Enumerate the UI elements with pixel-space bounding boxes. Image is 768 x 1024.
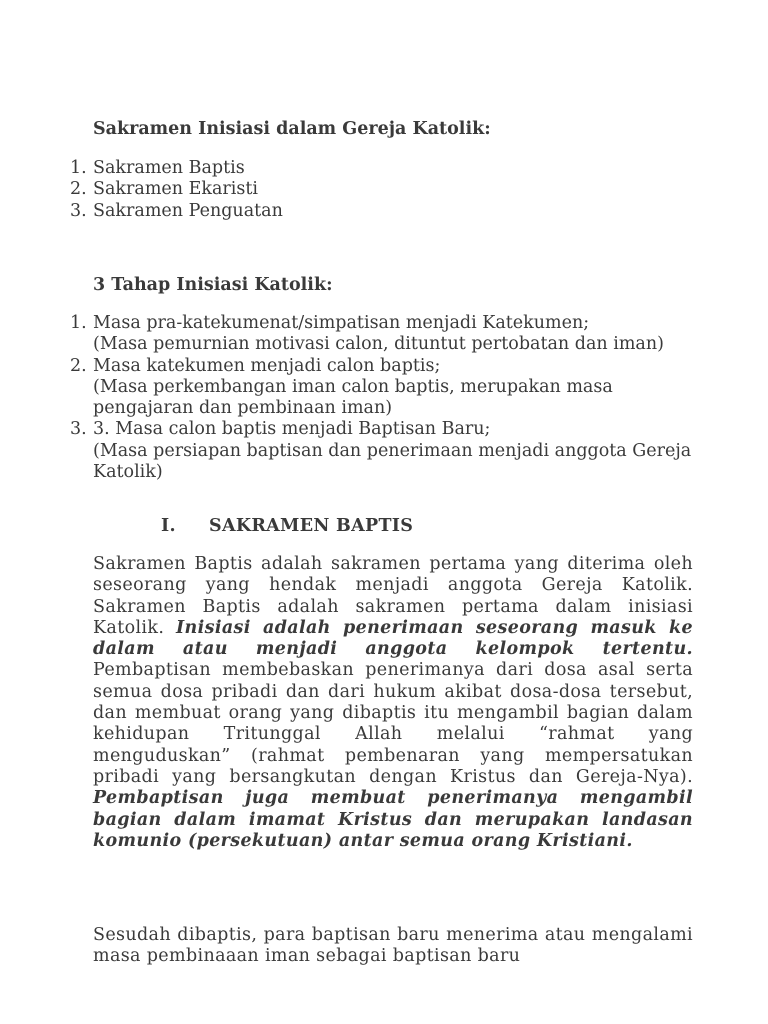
list-item-text: Sakramen Penguatan — [93, 200, 283, 221]
section-title: SAKRAMEN BAPTIS — [209, 516, 414, 536]
heading-sakramen-inisiasi: Sakramen Inisiasi dalam Gereja Katolik: — [93, 119, 491, 139]
list-number: 2. — [70, 355, 87, 376]
list-item-text: Sakramen Ekaristi — [93, 179, 258, 200]
paragraph-text: Pembaptisan membebaskan penerimanya dari dosa asal serta semua dosa pribadi dan dari hukum akibat dosa-dosa tersebut, dan membuat orang yang dibaptis itu mengambil bagian dalam kehidupan Tritunggal Allah melalui “rahmat yang menguduskan” (rahmat pembenaran yang mempersatukan pribadi yang bersangkutan dengan Kristus dan Gereja-Nya). — [93, 660, 693, 787]
list-number: 2. — [70, 179, 87, 200]
list-item — [0, 158, 700, 179]
list-item-note: (Masa persiapan baptisan dan penerimaan menjadi anggota Gereja Katolik) — [93, 440, 692, 483]
heading-tahap-inisiasi: 3 Tahap Inisiasi Katolik: — [93, 275, 333, 295]
list-tahap — [0, 313, 700, 483]
list-item-note: (Masa pemurnian motivasi calon, dituntut pertobatan dan iman) — [93, 334, 664, 355]
paragraph-text: Sakramen Baptis adalah sakramen pertama yang diterima oleh seseorang yang hendak menjadi anggota Gereja Katolik. Sakramen Baptis adalah sakramen pertama dalam inisiasi Katolik. — [93, 554, 693, 638]
section-heading-sakramen-baptis — [161, 516, 413, 536]
paragraph-sakramen-baptis — [93, 554, 693, 852]
list-item — [0, 313, 700, 356]
list-sakramen — [0, 158, 700, 222]
list-item-line: Masa pra-katekumenat/simpatisan menjadi Katekumen; — [93, 313, 590, 333]
list-item — [0, 179, 700, 200]
section-roman-numeral: I. — [161, 516, 176, 536]
list-item — [0, 419, 700, 483]
list-item-note: (Masa perkembangan iman calon baptis, merupakan masa pengajaran dan pembinaan iman) — [93, 376, 613, 419]
paragraph-sesudah-dibaptis: Sesudah dibaptis, para baptisan baru menerima atau mengalami masa pembinaaan iman sebagai baptisan baru — [93, 925, 693, 967]
list-item-line: Masa katekumen menjadi calon baptis; — [93, 355, 441, 376]
paragraph-emphasis: Inisiasi adalah penerimaan seseorang masuk ke dalam atau menjadi anggota kelompok tertentu. — [93, 617, 694, 660]
list-item-line: 3. Masa calon baptis menjadi Baptisan Baru; — [93, 419, 491, 440]
list-number: 3. — [70, 200, 87, 221]
list-number: 1. — [70, 313, 87, 333]
list-item-text: Sakramen Baptis — [93, 158, 245, 178]
list-item — [0, 201, 700, 222]
list-number: 1. — [70, 158, 87, 178]
list-number: 3. — [70, 419, 87, 440]
paragraph-emphasis: Pembaptisan juga membuat penerimanya mengambil bagian dalam imamat Kristus dan merupakan landasan komunio (persekutuan) antar semua orang Kristiani. — [93, 788, 693, 851]
list-item — [0, 356, 700, 420]
